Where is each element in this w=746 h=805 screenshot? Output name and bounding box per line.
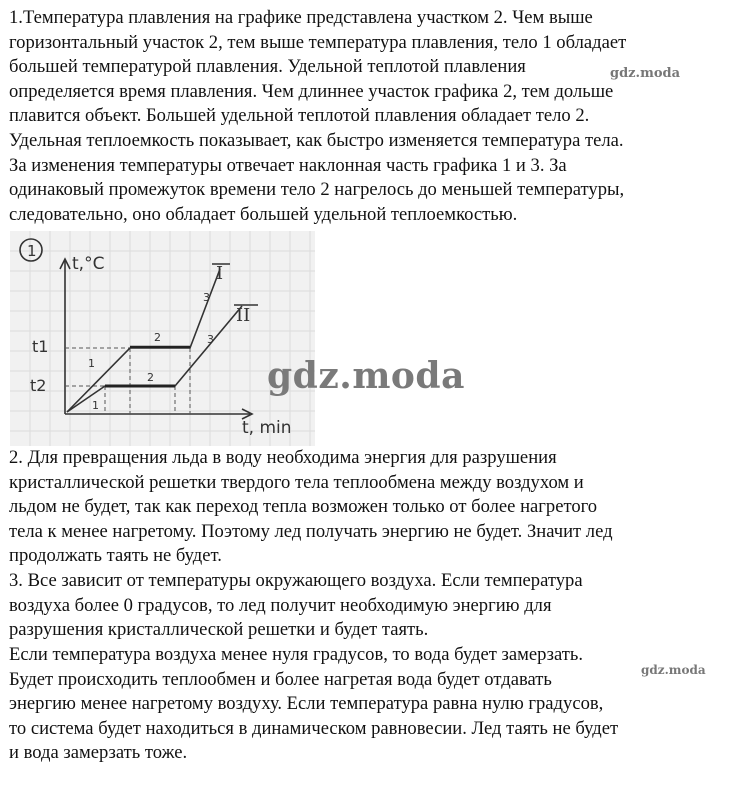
- text-line: Удельная теплоемкость показывает, как быстро изменяется температура тела.: [9, 129, 624, 151]
- text-line: воздуха более 0 градусов, то лед получит необходимую энергию для: [9, 594, 552, 616]
- text-line: Будет происходить теплообмен и более нагретая вода будет отдавать: [9, 668, 552, 690]
- curve-1-name: I: [216, 263, 224, 284]
- dashed-guides: [65, 348, 190, 414]
- text-line: За изменения температуры отвечает наклонная часть графика 1 и 3. За: [9, 154, 567, 176]
- curve-2-name: II: [236, 305, 251, 326]
- curve-1-heating-number: 1: [88, 357, 95, 370]
- graph-drawing: [10, 231, 315, 446]
- text-line: кристаллической решетки твердого тела теплообмена между воздухом и: [9, 471, 584, 493]
- curve-1-melting-number: 2: [154, 331, 161, 344]
- paragraph-3: [9, 569, 739, 643]
- text-line: льдом не будет, так как переход тепла возможен только от более нагретого: [9, 496, 598, 518]
- text-line: горизонтальный участок 2, тем выше температура плавления, тело 1 обладает: [9, 31, 627, 53]
- text-line: тела к менее нагретому. Поэтому лед получать энергию не будет. Значит лед: [9, 520, 613, 542]
- watermark-small: gdz.moda: [610, 66, 681, 81]
- text-line: следовательно, оно обладает большей удельной теплоемкостью.: [9, 203, 518, 225]
- x-axis-label: t, min: [242, 418, 292, 438]
- text-line: большей температурой плавления. Удельной теплотой плавления: [9, 56, 526, 78]
- text-line: продолжать таять не будет.: [9, 545, 222, 567]
- text-line: и вода замерзать тоже.: [9, 742, 188, 764]
- curve-2-heating-number: 1: [92, 399, 99, 412]
- curve-2-after-number: 3: [207, 333, 214, 346]
- text-line: плавится объект. Большей удельной теплотой плавления обладает тело 2.: [9, 105, 590, 127]
- text-line: 3. Все зависит от температуры окружающего воздуха. Если температура: [9, 570, 583, 591]
- watermark-large: gdz.moda: [267, 355, 465, 397]
- text-line: одинаковый промежуток времени тело 2 нагрелось до меньшей температуры,: [9, 179, 625, 201]
- y-axis-label: t,°C: [72, 254, 105, 274]
- curve-2-melting-number: 2: [147, 371, 154, 384]
- paragraph-4: [9, 643, 739, 766]
- hand-drawn-graph: [10, 231, 315, 446]
- text-line: то система будет находиться в динамическом равновесии. Лед таять не будет: [9, 717, 619, 739]
- text-line: разрушения кристаллической решетки и будет таять.: [9, 619, 429, 641]
- problem-number: 1: [27, 242, 37, 260]
- text-line: определяется время плавления. Чем длиннее участок графика 2, тем дольше: [9, 80, 614, 102]
- paragraph-1: [9, 6, 739, 227]
- curve-1-after-number: 3: [203, 291, 210, 304]
- level-upper-label: t1: [32, 337, 49, 356]
- level-lower-label: t2: [30, 376, 47, 395]
- paragraph-2: [9, 446, 739, 569]
- text-line: энергию менее нагретому воздуху. Если температура равна нулю градусов,: [9, 693, 604, 715]
- text-line: 2. Для превращения льда в воду необходима энергия для разрушения: [9, 447, 557, 468]
- text-line: Если температура воздуха менее нуля градусов, то вода будет замерзать.: [9, 644, 584, 665]
- watermark-small: gdz.moda: [641, 663, 706, 677]
- text-line: 1.Температура плавления на графике представлена участком 2. Чем выше: [9, 7, 593, 28]
